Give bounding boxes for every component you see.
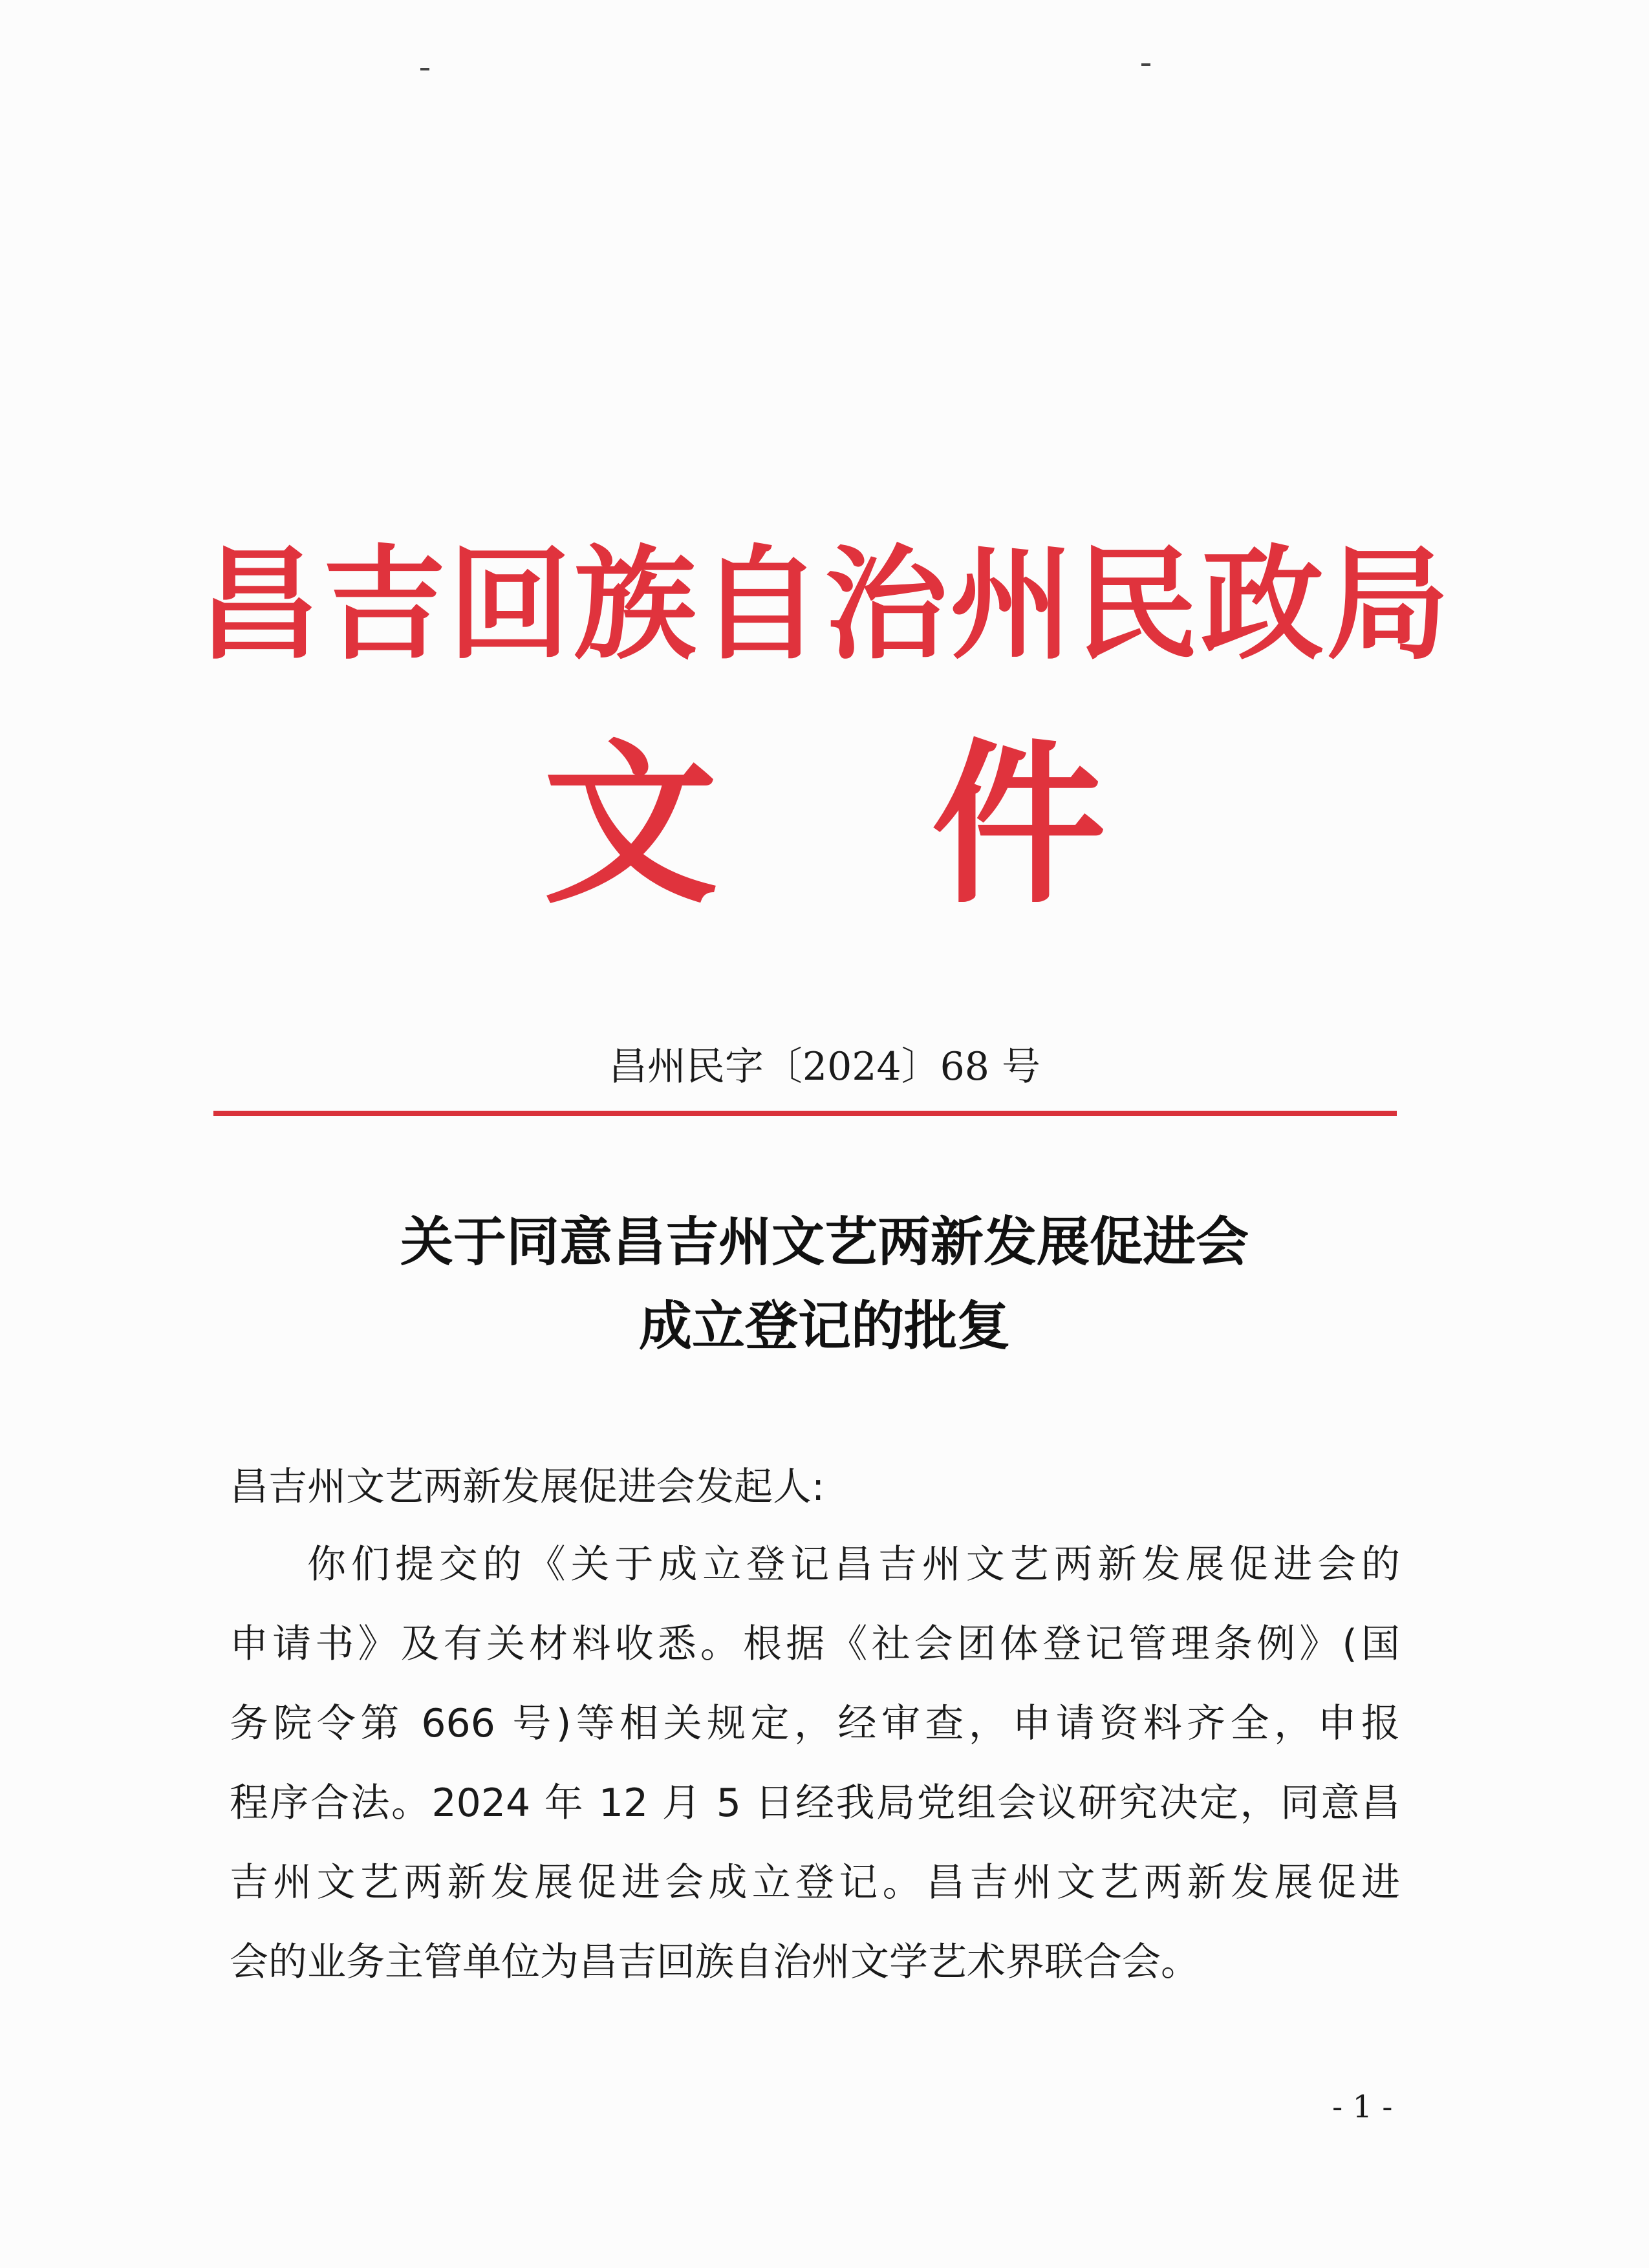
issuer-heading: 昌吉回族自治州民政局 bbox=[197, 532, 1452, 676]
body-line-5: 吉州文艺两新发展促进会成立登记。昌吉州文艺两新发展促进 bbox=[230, 1860, 1400, 1905]
body-line-6: 会的业务主管单位为昌吉回族自治州文学艺术界联合会。 bbox=[230, 1940, 1200, 1985]
body-line-4: 程序合法。2024 年 12 月 5 日经我局党组会议研究决定，同意昌 bbox=[230, 1781, 1400, 1826]
document-heading bbox=[0, 722, 1649, 927]
document-title-line-2: 成立登记的批复 bbox=[638, 1295, 1010, 1357]
scan-speck bbox=[420, 68, 429, 70]
page-number: - 1 - bbox=[1332, 2089, 1393, 2125]
document-title-line-1: 关于同意昌吉州文艺两新发展促进会 bbox=[400, 1211, 1249, 1273]
body-line-3: 务院令第 666 号)等相关规定，经审查，申请资料齐全，申报 bbox=[230, 1701, 1400, 1746]
body-line-2: 申请书》及有关材料收悉。根据《社会团体登记管理条例》(国 bbox=[230, 1621, 1400, 1667]
red-divider-line bbox=[213, 1111, 1397, 1116]
scan-speck bbox=[1141, 63, 1150, 66]
document-heading-right: 件 bbox=[931, 722, 1106, 927]
body-line-1: 你们提交的《关于成立登记昌吉州文艺两新发展促进会的 bbox=[307, 1542, 1400, 1587]
document-heading-left: 文 bbox=[543, 722, 718, 927]
document-number: 昌州民字〔2024〕68 号 bbox=[608, 1044, 1041, 1089]
salutation: 昌吉州文艺两新发展促进会发起人: bbox=[230, 1464, 825, 1510]
